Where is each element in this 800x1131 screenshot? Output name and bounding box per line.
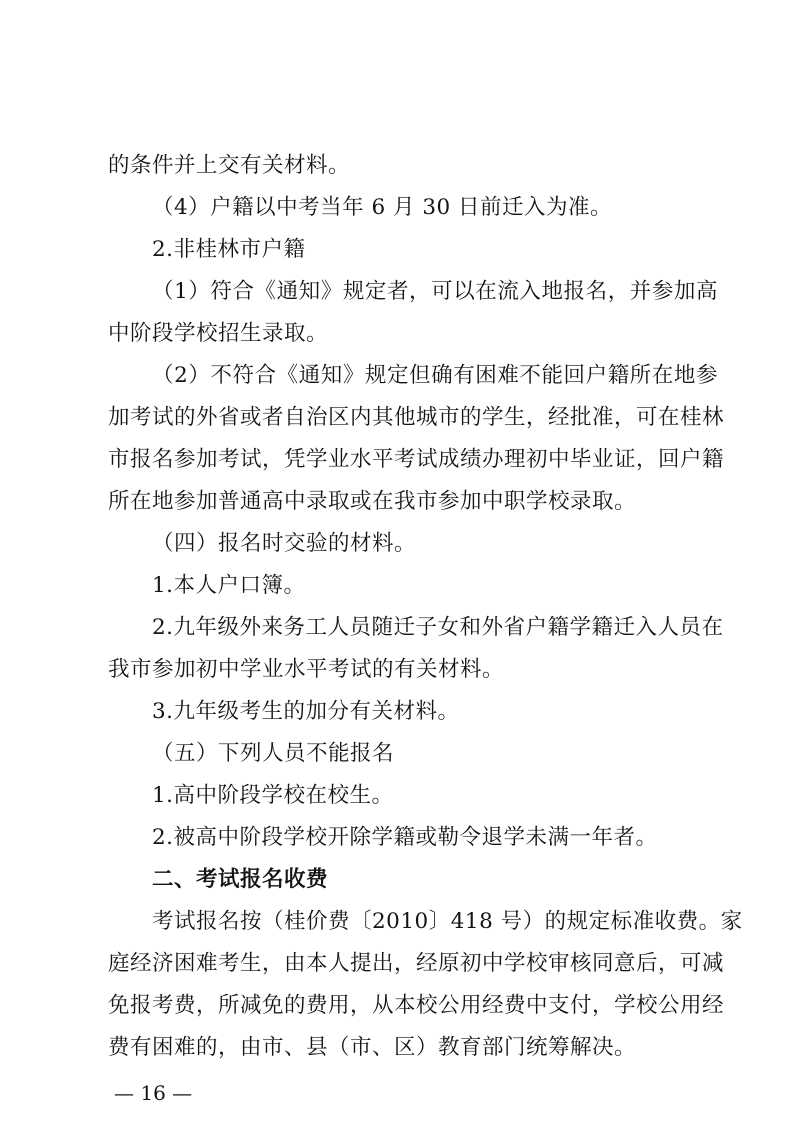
list-item: 1.本人户口簿。 — [152, 573, 306, 598]
paragraph-line: 中阶段学校招生录取。 — [108, 321, 329, 346]
paragraph-line: 我市参加初中学业水平考试的有关材料。 — [108, 657, 505, 682]
paragraph-line: （1）符合《通知》规定者，可以在流入地报名，并参加高 — [152, 279, 718, 304]
page-number: — 16 — — [114, 1081, 193, 1105]
paragraph-line: 所在地参加普通高中录取或在我市参加中职学校录取。 — [108, 489, 637, 514]
list-item: 2.九年级外来务工人员随迁子女和外省户籍学籍迁入人员在 — [152, 615, 724, 640]
section-heading: 二、考试报名收费 — [152, 867, 329, 892]
list-item: 2.被高中阶段学校开除学籍或勒令退学未满一年者。 — [152, 825, 658, 850]
section-subheading: （四）报名时交验的材料。 — [152, 531, 417, 556]
paragraph-line: （2）不符合《通知》规定但确有困难不能回户籍所在地参 — [152, 363, 718, 388]
paragraph-line: 的条件并上交有关材料。 — [108, 153, 351, 178]
paragraph-line: 免报考费，所减免的费用，从本校公用经费中支付，学校公用经 — [108, 993, 725, 1018]
section-subheading: 2.非桂林市户籍 — [152, 237, 306, 262]
paragraph-line: （4）户籍以中考当年 6 月 30 日前迁入为准。 — [152, 195, 613, 220]
paragraph-line: 市报名参加考试，凭学业水平考试成绩办理初中毕业证，回户籍 — [108, 447, 725, 472]
paragraph-line: 费有困难的，由市、县（市、区）教育部门统筹解决。 — [108, 1035, 637, 1060]
paragraph-line: 加考试的外省或者自治区内其他城市的学生，经批准，可在桂林 — [108, 405, 725, 430]
paragraph-line: 考试报名按（桂价费〔2010〕418 号）的规定标准收费。家 — [152, 909, 743, 934]
list-item: 1.高中阶段学校在校生。 — [152, 783, 394, 808]
list-item: 3.九年级考生的加分有关材料。 — [152, 699, 460, 724]
section-subheading: （五）下列人员不能报名 — [152, 741, 395, 766]
paragraph-line: 庭经济困难考生，由本人提出，经原初中学校审核同意后，可减 — [108, 951, 725, 976]
